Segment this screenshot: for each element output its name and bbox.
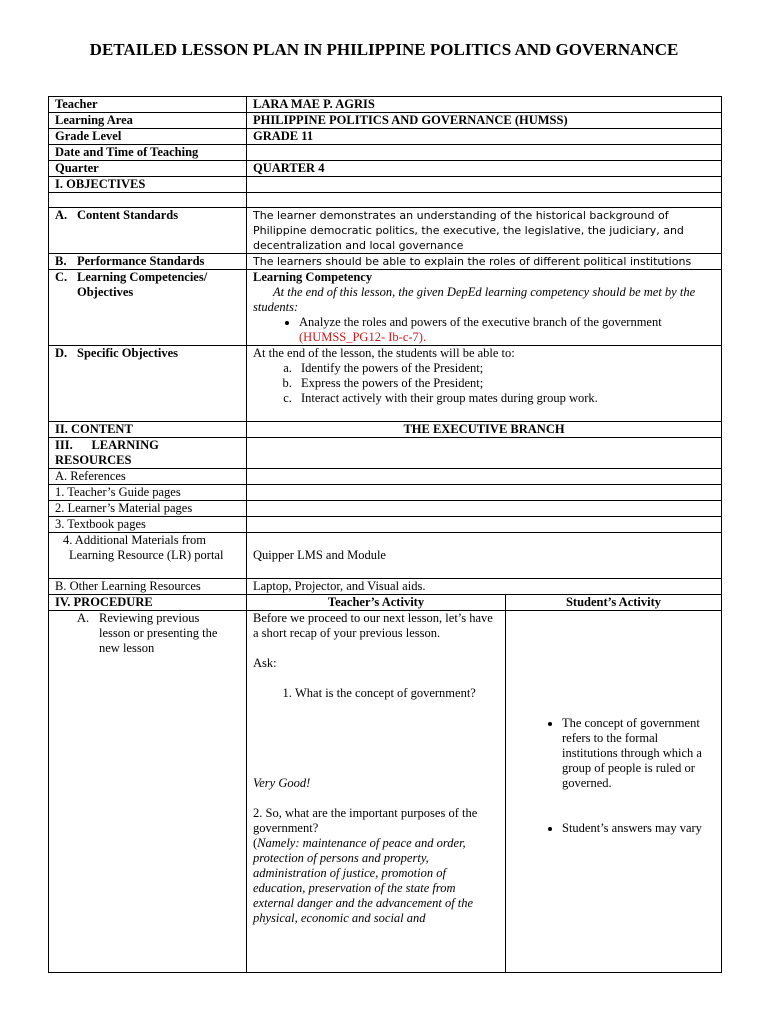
- textbook-label: 3. Textbook pages: [49, 517, 247, 533]
- competencies-row: [49, 270, 722, 346]
- namely-text: Namely: maintenance of peace and order, protection of persons and property, administration of justice, promotion of education, preservation of the state from external danger and the advancement of the physical, economic and social and: [253, 836, 474, 925]
- objectives-heading-row: [49, 177, 722, 193]
- competency-item: [299, 315, 715, 345]
- info-row: [49, 97, 722, 113]
- student-activity-header: Student’s Activity: [506, 595, 722, 611]
- item-key: D.: [55, 346, 68, 360]
- performance-standards-row: [49, 254, 722, 270]
- specific-item: b. Express the powers of the President;: [295, 376, 715, 391]
- teachers-guide-label: 1. Teacher’s Guide pages: [49, 485, 247, 501]
- additional-materials-value: Quipper LMS and Module: [247, 533, 722, 579]
- procedure-heading-row: [49, 595, 722, 611]
- item-key: C.: [55, 270, 68, 284]
- content-standards-text: The learner demonstrates an understanding of the historical background of Philippine democratic politics, the executive, the legislative, the judiciary, and decentralization and local governance: [247, 208, 722, 254]
- content-standards-label: Content Standards: [77, 208, 179, 222]
- teachers-guide-row: [49, 485, 722, 501]
- info-row: [49, 113, 722, 129]
- competency-code: (HUMSS_PG12- Ib-c-7).: [299, 330, 427, 344]
- info-row: [49, 145, 722, 161]
- info-value: LARA MAE P. AGRIS: [247, 97, 722, 113]
- content-row: [49, 422, 722, 438]
- teacher-ask: Ask:: [253, 656, 277, 670]
- performance-standards-text: The learners should be able to explain the roles of different political institutions: [247, 254, 722, 270]
- content-value: THE EXECUTIVE BRANCH: [247, 422, 722, 438]
- student-answer-2: • Student’s answers may vary: [562, 821, 715, 836]
- page-title: DETAILED LESSON PLAN IN PHILIPPINE POLITICS AND GOVERNANCE: [89, 40, 679, 59]
- content-standards-row: [49, 208, 722, 254]
- info-label: Grade Level: [49, 129, 247, 145]
- info-value: QUARTER 4: [247, 161, 722, 177]
- references-row: [49, 469, 722, 485]
- step-key: A.: [77, 611, 90, 625]
- resources-heading: III. LEARNING RESOURCES: [49, 438, 247, 469]
- specific-objectives-row: [49, 346, 722, 422]
- info-row: [49, 129, 722, 145]
- competencies-label: Learning Competencies/ Objectives: [77, 270, 208, 299]
- info-label: Date and Time of Teaching: [49, 145, 247, 161]
- learners-material-row: [49, 501, 722, 517]
- teacher-praise: Very Good!: [253, 776, 311, 790]
- additional-materials-row: [49, 533, 722, 579]
- other-resources-row: [49, 579, 722, 595]
- other-resources-label: B. Other Learning Resources: [49, 579, 247, 595]
- references-label: A. References: [49, 469, 247, 485]
- objectives-heading: I. OBJECTIVES: [49, 177, 247, 193]
- info-row: [49, 161, 722, 177]
- textbook-row: [49, 517, 722, 533]
- item-key: B.: [55, 254, 67, 268]
- procedure-step-row: [49, 611, 722, 973]
- competency-intro: At the end of this lesson, the given DepEd learning competency should be met by the students:: [253, 285, 696, 314]
- teacher-intro: Before we proceed to our next lesson, let’s have a short recap of your previous lesson.: [253, 611, 493, 640]
- info-label: Quarter: [49, 161, 247, 177]
- competency-item-text: Analyze the roles and powers of the executive branch of the government: [299, 315, 662, 329]
- teacher-activity-header: Teacher’s Activity: [247, 595, 506, 611]
- step-label: Reviewing previous lesson or presenting the new lesson: [99, 611, 218, 655]
- info-value: GRADE 11: [247, 129, 722, 145]
- specific-objectives-label: Specific Objectives: [77, 346, 179, 360]
- content-label: II. CONTENT: [49, 422, 247, 438]
- teacher-question-2: 2. So, what are the important purposes of the government?: [253, 806, 478, 835]
- resources-heading-row: [49, 438, 722, 469]
- specific-item: a. Identify the powers of the President;: [295, 361, 715, 376]
- specific-intro: At the end of the lesson, the students will be able to:: [253, 346, 515, 360]
- info-value: PHILIPPINE POLITICS AND GOVERNANCE (HUMSS): [247, 113, 722, 129]
- performance-standards-label: Performance Standards: [77, 254, 205, 268]
- info-label: Learning Area: [49, 113, 247, 129]
- additional-materials-label: 4. Additional Materials from Learning Resource (LR) portal: [49, 533, 247, 579]
- other-resources-value: Laptop, Projector, and Visual aids.: [247, 579, 722, 595]
- specific-item: c. Interact actively with their group mates during group work.: [295, 391, 715, 406]
- namely-paren: (: [253, 836, 258, 850]
- item-key: A.: [55, 208, 68, 222]
- procedure-heading: IV. PROCEDURE: [49, 595, 247, 611]
- info-label: Teacher: [49, 97, 247, 113]
- competency-heading: Learning Competency: [253, 270, 373, 284]
- spacer-row: [49, 193, 722, 208]
- lesson-plan-table: [48, 96, 722, 973]
- student-answer-1: • The concept of government refers to the formal institutions through which a group of people is ruled or governed.: [562, 716, 715, 791]
- info-value: [247, 145, 722, 161]
- teacher-namely: [253, 836, 499, 926]
- teacher-question-1: 1. What is the concept of government?: [295, 686, 499, 701]
- learners-material-label: 2. Learner’s Material pages: [49, 501, 247, 517]
